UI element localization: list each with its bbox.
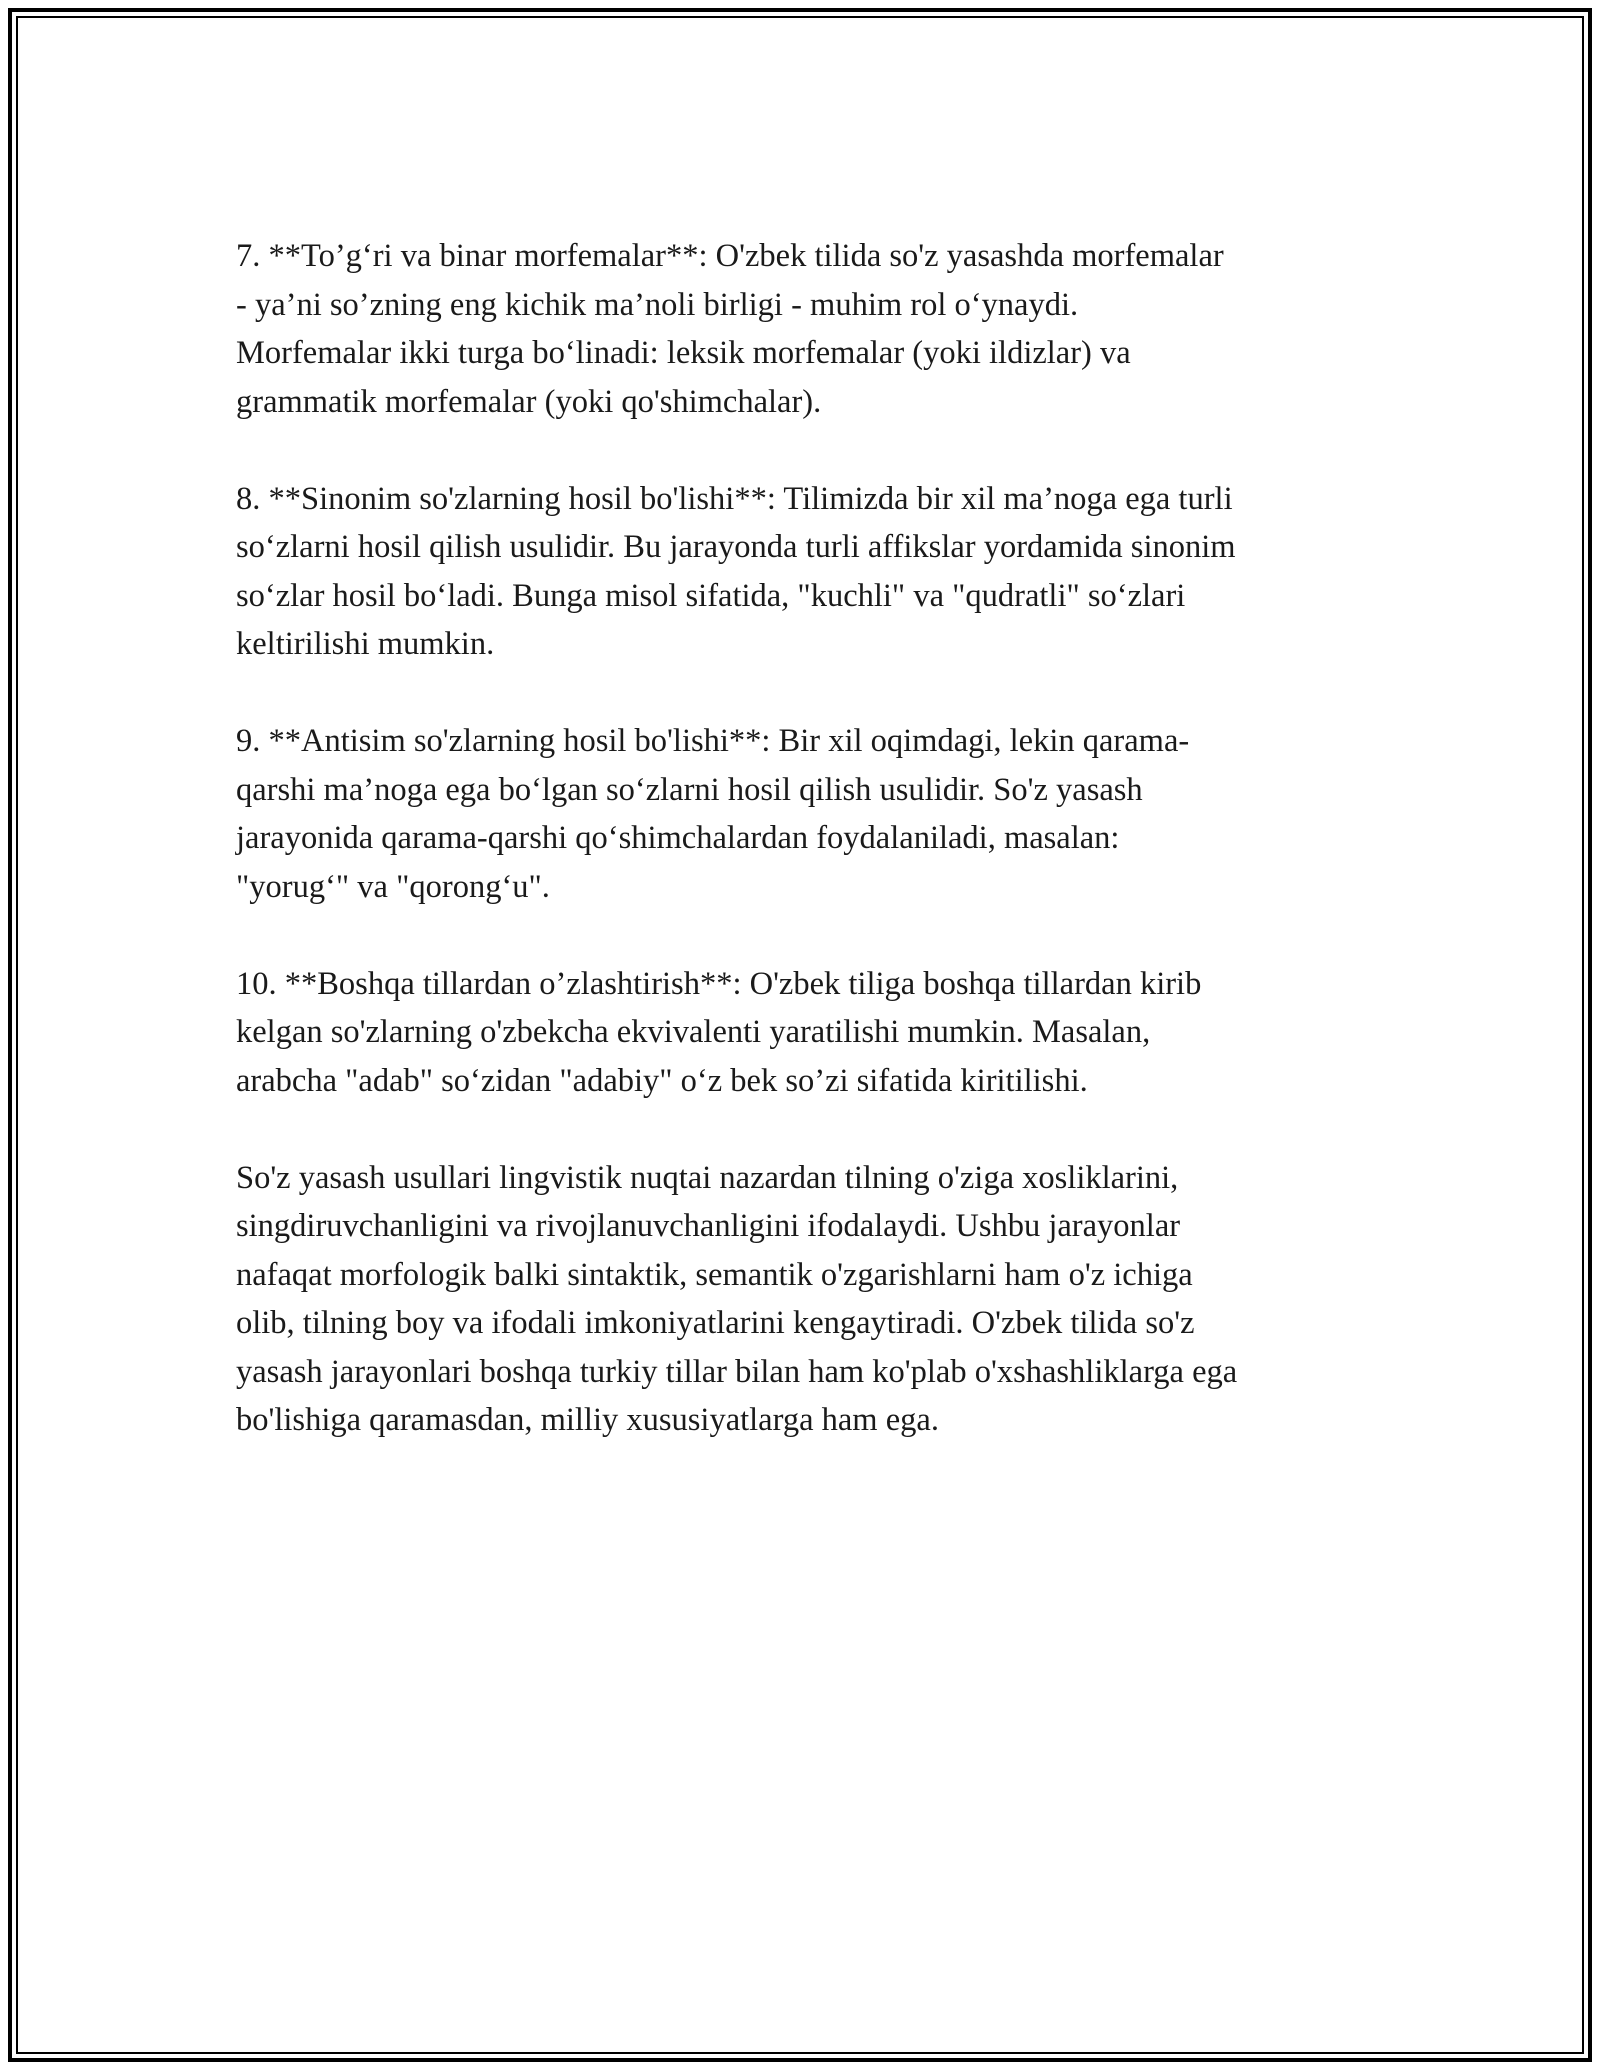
text-line: grammatik morfemalar (yoki qo'shimchalar). (236, 383, 822, 420)
paragraph-conclusion (236, 1154, 1386, 1445)
text-line: 10. **Boshqa tillardan o’zlashtirish**: O'zbek tiliga boshqa tillardan kirib (236, 965, 1202, 1002)
text-line: qarshi ma’noga ega bo‘lgan so‘zlarni hosil qilish usulidir. So'z yasash (236, 771, 1143, 808)
paragraph-item-9 (236, 717, 1386, 911)
text-line: olib, tilning boy va ifodali imkoniyatlarini kengaytiradi. O'zbek tilida so'z (236, 1305, 1195, 1341)
text-line: jarayonida qarama-qarshi qo‘shimchalardan foydalaniladi, masalan: (236, 820, 1120, 856)
text-line: so‘zlarni hosil qilish usulidir. Bu jarayonda turli affikslar yordamida sinonim (236, 529, 1236, 565)
text-line: Morfemalar ikki turga bo‘linadi: leksik morfemalar (yoki ildizlar) va (236, 335, 1131, 371)
text-line: arabcha "adab" so‘zidan "adabiy" o‘z bek so’zi sifatida kiritilishi. (236, 1062, 1088, 1099)
text-line: "yorug‘" va "qorong‘u". (236, 868, 550, 905)
text-line: bo'lishiga qaramasdan, milliy xususiyatlarga ham ega. (236, 1402, 939, 1438)
text-line: 8. **Sinonim so'zlarning hosil bo'lishi**: Tilimizda bir xil ma’noga ega turli (236, 480, 1233, 517)
paragraph-item-8 (236, 475, 1386, 669)
text-line: nafaqat morfologik balki sintaktik, semantik o'zgarishlarni ham o'z ichiga (236, 1256, 1193, 1293)
paragraph-item-7 (236, 232, 1386, 426)
text-line: So'z yasash usullari lingvistik nuqtai nazardan tilning o'ziga xosliklarini, (236, 1159, 1179, 1196)
paragraph-item-10 (236, 960, 1386, 1106)
text-line: kelgan so'zlarning o'zbekcha ekvivalenti yaratilishi mumkin. Masalan, (236, 1014, 1151, 1050)
document-body (236, 232, 1386, 1493)
text-line: 9. **Antisim so'zlarning hosil bo'lishi**: Bir xil oqimdagi, lekin qarama- (236, 723, 1190, 759)
text-line: 7. **To’g‘ri va binar morfemalar**: O'zbek tilida so'z yasashda morfemalar (236, 238, 1224, 274)
text-line: - ya’ni so’zning eng kichik ma’noli birligi - muhim rol o‘ynaydi. (236, 286, 1079, 323)
text-line: singdiruvchanligini va rivojlanuvchanligini ifodalaydi. Ushbu jarayonlar (236, 1208, 1181, 1244)
text-line: keltirilishi mumkin. (236, 626, 495, 662)
text-line: yasash jarayonlari boshqa turkiy tillar bilan ham ko'plab o'xshashliklarga ega (236, 1353, 1238, 1390)
text-line: so‘zlar hosil bo‘ladi. Bunga misol sifatida, "kuchli" va "qudratli" so‘zlari (236, 577, 1186, 614)
